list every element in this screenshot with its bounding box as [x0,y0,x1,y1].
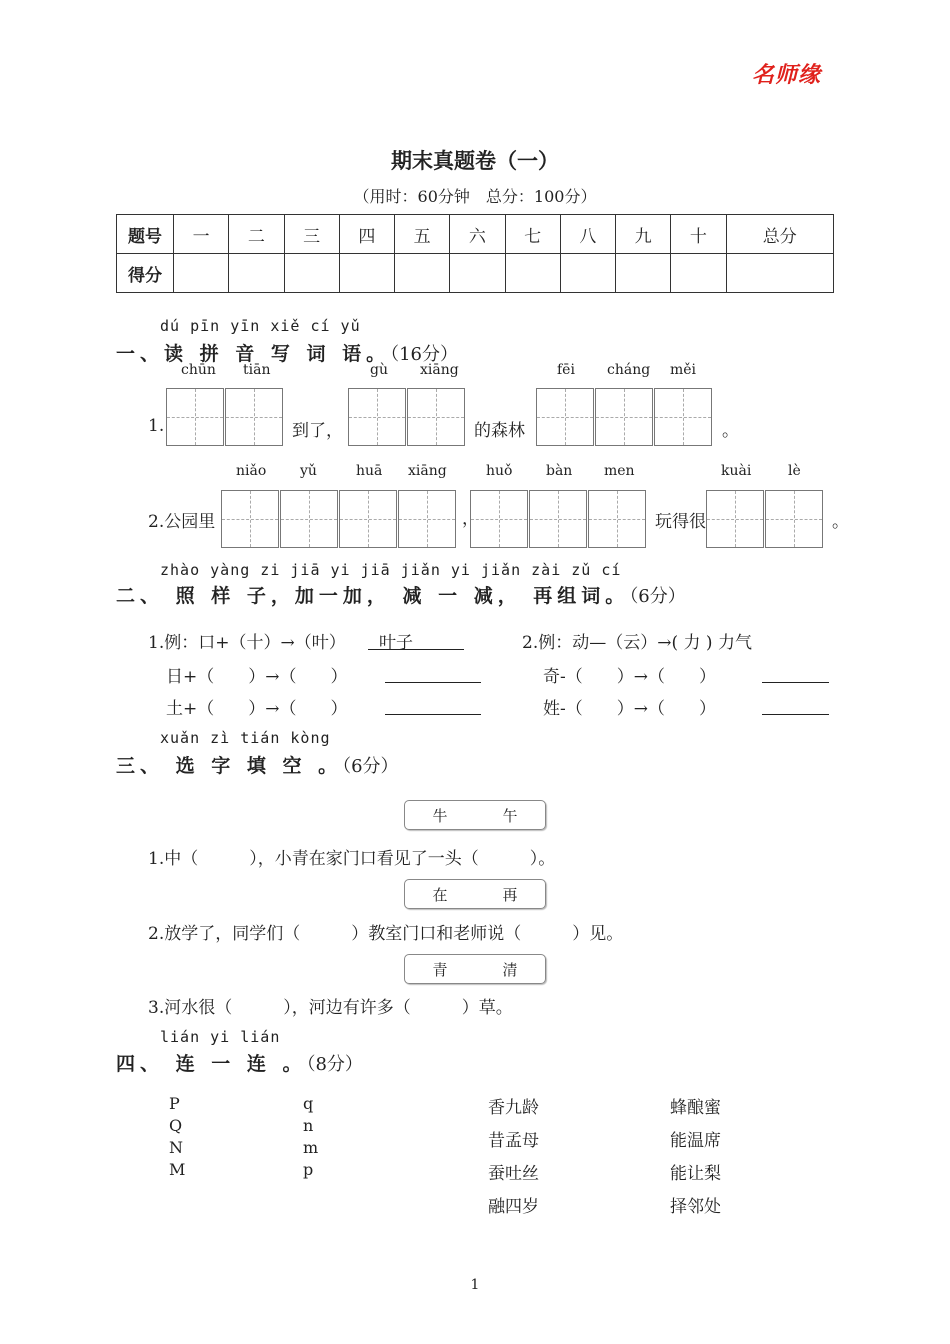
fill-blank-question: 3.河水很（ ），河边有许多（ ）草。 [148,998,513,1018]
score-table-score-label: 得分 [117,254,174,293]
pinyin-label: xiāng [408,463,447,479]
exercise-line: 土+（ ）→（ ） [166,699,348,719]
sentence-text: 的森林 [474,421,525,441]
section4-heading [116,1049,363,1076]
section3-heading [116,751,399,778]
score-cell[interactable] [395,254,450,293]
score-table-col: 五 [395,215,450,254]
match-item-lowercase[interactable]: p [303,1160,314,1179]
score-table-header-row [117,215,834,254]
section2-title: 二、 照 样 子，加一加， 减 一 减， 再组词。 [116,585,630,607]
score-table-col: 七 [505,215,560,254]
score-table-col: 三 [284,215,339,254]
example-2: 2.例：动—（云）→( 力 ) 力气 [522,633,752,653]
sentence-text: 到了， [292,421,343,441]
writing-grid[interactable] [280,490,338,548]
sentence-end: 。 [722,421,739,441]
word-option: 清 [502,960,518,979]
score-table-col: 八 [560,215,615,254]
match-item-lowercase[interactable]: m [303,1138,319,1157]
page-subtitle: （用时：60分钟 总分：100分） [353,187,597,206]
pinyin-label: kuài [721,463,752,479]
pinyin-label: tiān [243,362,271,378]
word-option: 午 [502,806,518,825]
match-item-uppercase[interactable]: M [169,1160,186,1179]
score-table-col: 二 [229,215,284,254]
writing-grid[interactable] [166,388,224,446]
match-phrase-right[interactable]: 蜂酿蜜 [670,1098,721,1118]
writing-grid[interactable] [595,388,653,446]
example-1-answer: 叶子 [379,633,413,653]
answer-line[interactable] [762,713,829,715]
score-table-col: 九 [616,215,671,254]
page-title: 期末真题卷（一） [391,149,559,173]
sentence-comma: ， [462,509,479,529]
score-cell[interactable] [616,254,671,293]
pinyin-label: xiāng [420,362,459,378]
section4-pinyin: lián yi lián [160,1028,281,1046]
page-number: 1 [470,1277,480,1293]
pinyin-label: huā [356,463,383,479]
word-choice-box [404,879,546,909]
answer-line [368,648,464,650]
match-item-uppercase[interactable]: P [169,1094,180,1113]
section1-title: 一、读 拼 音 写 词 语。 [116,343,391,365]
brand-logo: 名师缘 [752,63,822,88]
section2-heading [116,581,686,608]
sentence-text: 2.公园里 [148,512,216,532]
pinyin-label: bàn [546,463,573,479]
section4-points: （8分） [306,1054,363,1075]
answer-line[interactable] [762,681,829,683]
match-phrase-left[interactable]: 香九龄 [488,1098,539,1118]
match-phrase-right[interactable]: 能温席 [670,1131,721,1151]
pinyin-label: niǎo [236,463,267,479]
pinyin-label: yǔ [300,463,317,479]
question-number: 1. [148,416,165,436]
pinyin-label: gù [370,362,388,378]
match-item-lowercase[interactable]: n [303,1116,314,1135]
sentence-end: 。 [832,512,849,532]
word-option: 青 [432,960,448,979]
section1-pinyin: dú pīn yīn xiě cí yǔ [160,317,361,335]
writing-grid[interactable] [225,388,283,446]
section1-points: （16分） [390,344,458,365]
score-table-col: 四 [339,215,394,254]
score-cell[interactable] [284,254,339,293]
writing-grid[interactable] [339,490,397,548]
word-option: 再 [502,885,518,904]
score-cell[interactable] [671,254,726,293]
fill-blank-question: 1.中（ ），小青在家门口看见了一头（ ）。 [148,849,556,869]
section3-title: 三、 选 字 填 空 。 [116,755,343,777]
pinyin-label: huǒ [486,463,513,479]
writing-grid[interactable] [407,388,465,446]
score-table-col: 一 [174,215,229,254]
match-item-uppercase[interactable]: Q [169,1116,183,1135]
score-cell[interactable] [450,254,505,293]
score-cell[interactable] [505,254,560,293]
score-table-col: 六 [450,215,505,254]
match-item-uppercase[interactable]: N [169,1138,183,1157]
example-1: 1.例：口+（十）→（叶） [148,633,346,653]
score-cell[interactable] [560,254,615,293]
match-item-lowercase[interactable]: q [303,1094,314,1113]
section3-pinyin: xuǎn zì tián kòng [160,729,331,747]
score-table-col: 十 [671,215,726,254]
score-table-score-row [117,254,834,293]
score-cell[interactable] [726,254,834,293]
match-phrase-right[interactable]: 能让梨 [670,1164,721,1184]
writing-grid[interactable] [536,388,594,446]
writing-grid[interactable] [221,490,279,548]
section1-heading [116,339,458,366]
score-table-head-label: 题号 [117,215,174,254]
writing-grid[interactable] [706,490,764,548]
section2-pinyin: zhào yàng zi jiā yi jiā jiǎn yi jiǎn zài zǔ cí [160,561,622,579]
answer-line[interactable] [385,713,481,715]
exercise-line: 姓-（ ）→（ ） [543,699,716,719]
score-cell[interactable] [229,254,284,293]
match-phrase-right[interactable]: 择邻处 [670,1197,721,1217]
sentence-text: 玩得很 [655,512,706,532]
word-option: 牛 [432,806,448,825]
word-choice-box [404,800,546,830]
section4-title: 四、 连 一 连 。 [116,1053,307,1075]
exercise-line: 奇-（ ）→（ ） [543,667,716,687]
score-cell[interactable] [174,254,229,293]
pinyin-label: měi [670,362,697,378]
pinyin-label: lè [788,463,801,479]
writing-grid[interactable] [529,490,587,548]
writing-grid[interactable] [398,490,456,548]
writing-grid[interactable] [470,490,528,548]
match-phrase-left[interactable]: 昔孟母 [488,1131,539,1151]
answer-line[interactable] [385,681,481,683]
writing-grid[interactable] [348,388,406,446]
match-phrase-left[interactable]: 融四岁 [488,1197,539,1217]
pinyin-label: cháng [607,362,651,378]
writing-grid[interactable] [765,490,823,548]
pinyin-label: men [604,463,635,479]
score-table [116,214,834,293]
word-choice-box [404,954,546,984]
score-cell[interactable] [339,254,394,293]
word-option: 在 [432,885,448,904]
pinyin-label: fēi [557,362,575,378]
exercise-line: 日+（ ）→（ ） [166,667,348,687]
match-phrase-left[interactable]: 蚕吐丝 [488,1164,539,1184]
pinyin-label: chūn [181,362,216,378]
section2-points: （6分） [629,586,686,607]
fill-blank-question: 2.放学了，同学们（ ）教室门口和老师说（ ）见。 [148,924,624,944]
writing-grid[interactable] [654,388,712,446]
score-table-col: 总分 [726,215,834,254]
writing-grid[interactable] [588,490,646,548]
section3-points: （6分） [342,756,399,777]
